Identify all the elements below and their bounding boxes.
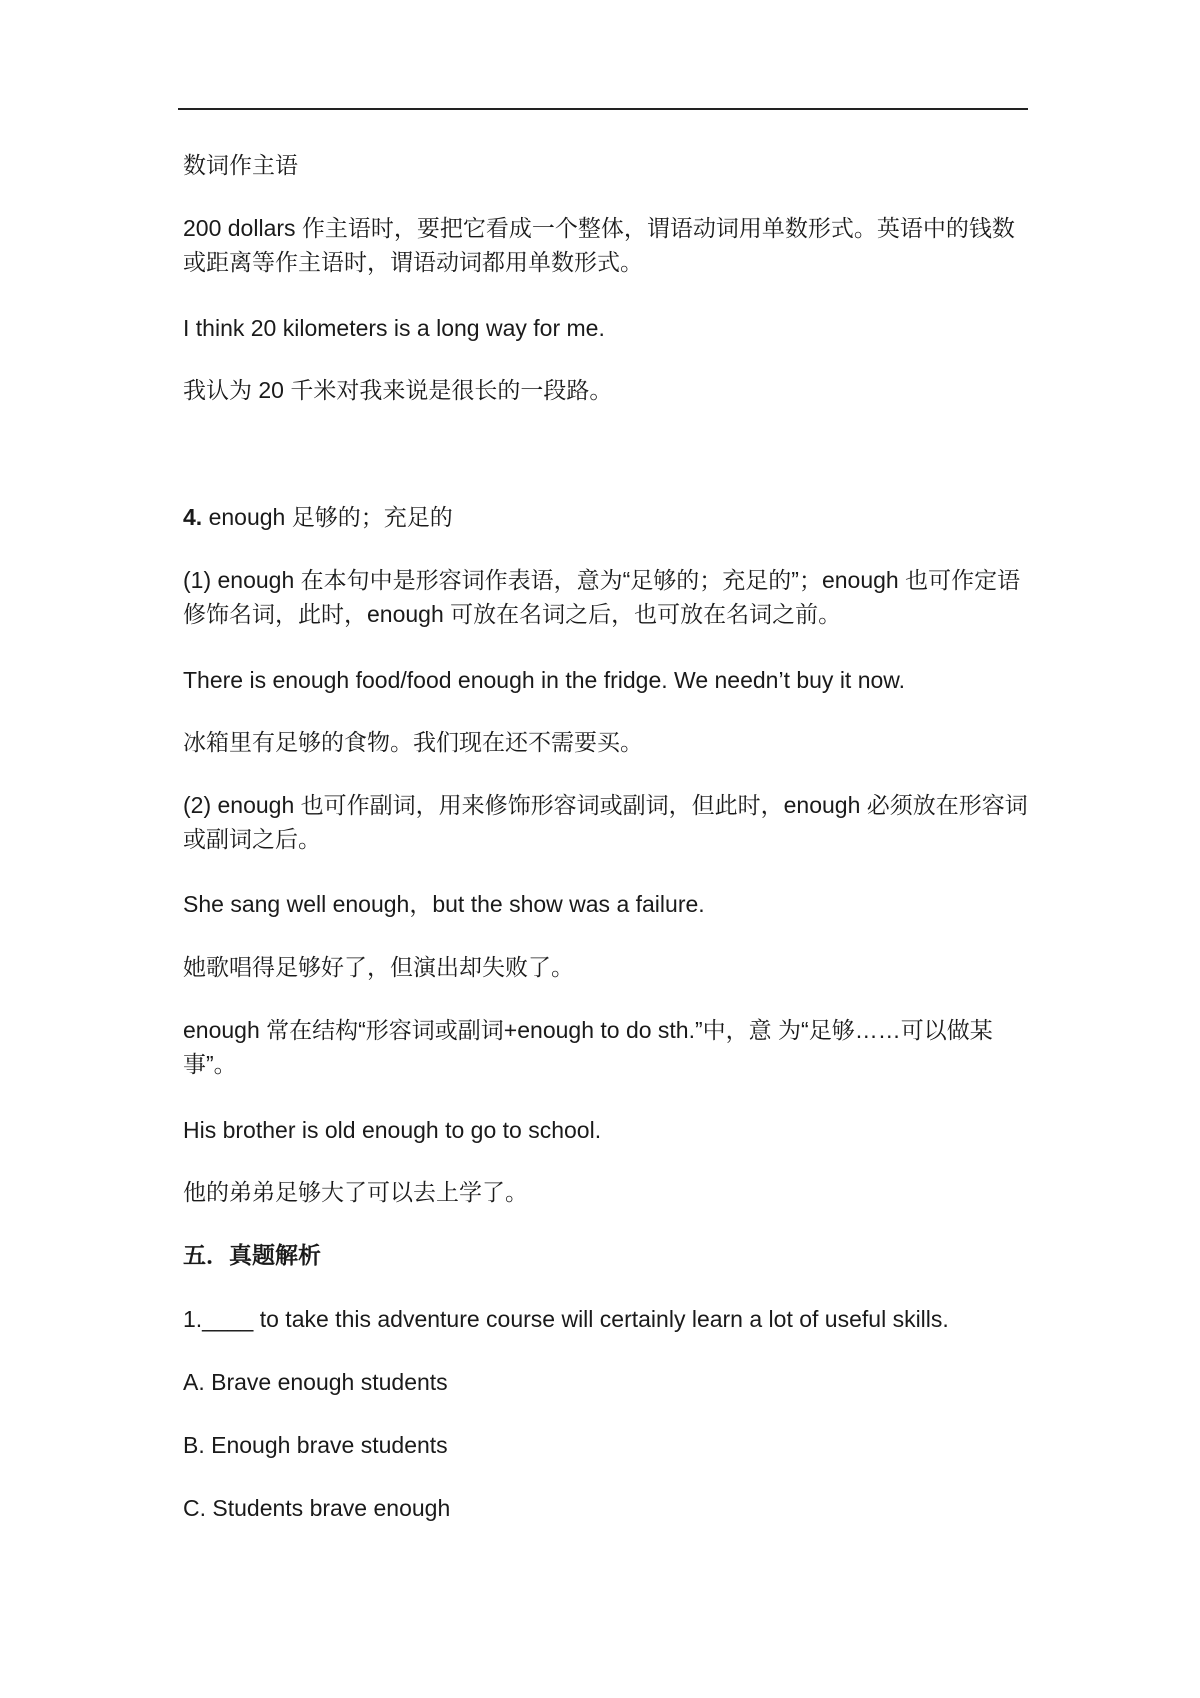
paragraph-200-dollars: 200 dollars 作主语时，要把它看成一个整体，谓语动词用单数形式。英语中的钱数或距离等作主语时，谓语动词都用单数形式。 <box>183 215 1015 275</box>
question-1: 1.____ to take this adventure course will certainly learn a lot of useful skills. <box>183 1306 949 1332</box>
example-km-chinese: 我认为 20 千米对我来说是很长的一段路。 <box>183 377 613 403</box>
example-food-chinese: 冰箱里有足够的食物。我们现在还不需要买。 <box>183 729 643 755</box>
example-sang-english: She sang well enough，but the show was a failure. <box>183 891 705 917</box>
example-school-chinese: 他的弟弟足够大了可以去上学了。 <box>183 1179 528 1205</box>
point-2: (2) enough 也可作副词，用来修饰形容词或副词，但此时，enough 必须放在形容词或副词之后。 <box>183 792 1028 852</box>
section-4-number: 4. <box>183 504 203 530</box>
section-4-heading <box>183 500 1028 534</box>
example-sang-chinese: 她歌唱得足够好了，但演出却失败了。 <box>183 954 574 980</box>
option-c: C. Students brave enough <box>183 1495 451 1521</box>
section-5-heading: 五．真题解析 <box>183 1242 321 1268</box>
example-food-english: There is enough food/food enough in the fridge. We needn’t buy it now. <box>183 667 906 693</box>
example-km-english: I think 20 kilometers is a long way for me. <box>183 315 605 341</box>
point-1: (1) enough 在本句中是形容词作表语，意为“足够的；充足的”；enough 也可作定语修饰名词，此时，enough 可放在名词之后，也可放在名词之前。 <box>183 567 1021 627</box>
example-school-english: His brother is old enough to go to school. <box>183 1117 602 1143</box>
point-3: enough 常在结构“形容词或副词+enough to do sth.”中，意 为“足够……可以做某事”。 <box>183 1017 993 1077</box>
option-a: A. Brave enough students <box>183 1369 448 1395</box>
section-4-title: enough 足够的；充足的 <box>202 504 453 530</box>
header-rule <box>178 108 1028 110</box>
subject-heading: 数词作主语 <box>183 152 298 178</box>
option-b: B. Enough brave students <box>183 1432 448 1458</box>
